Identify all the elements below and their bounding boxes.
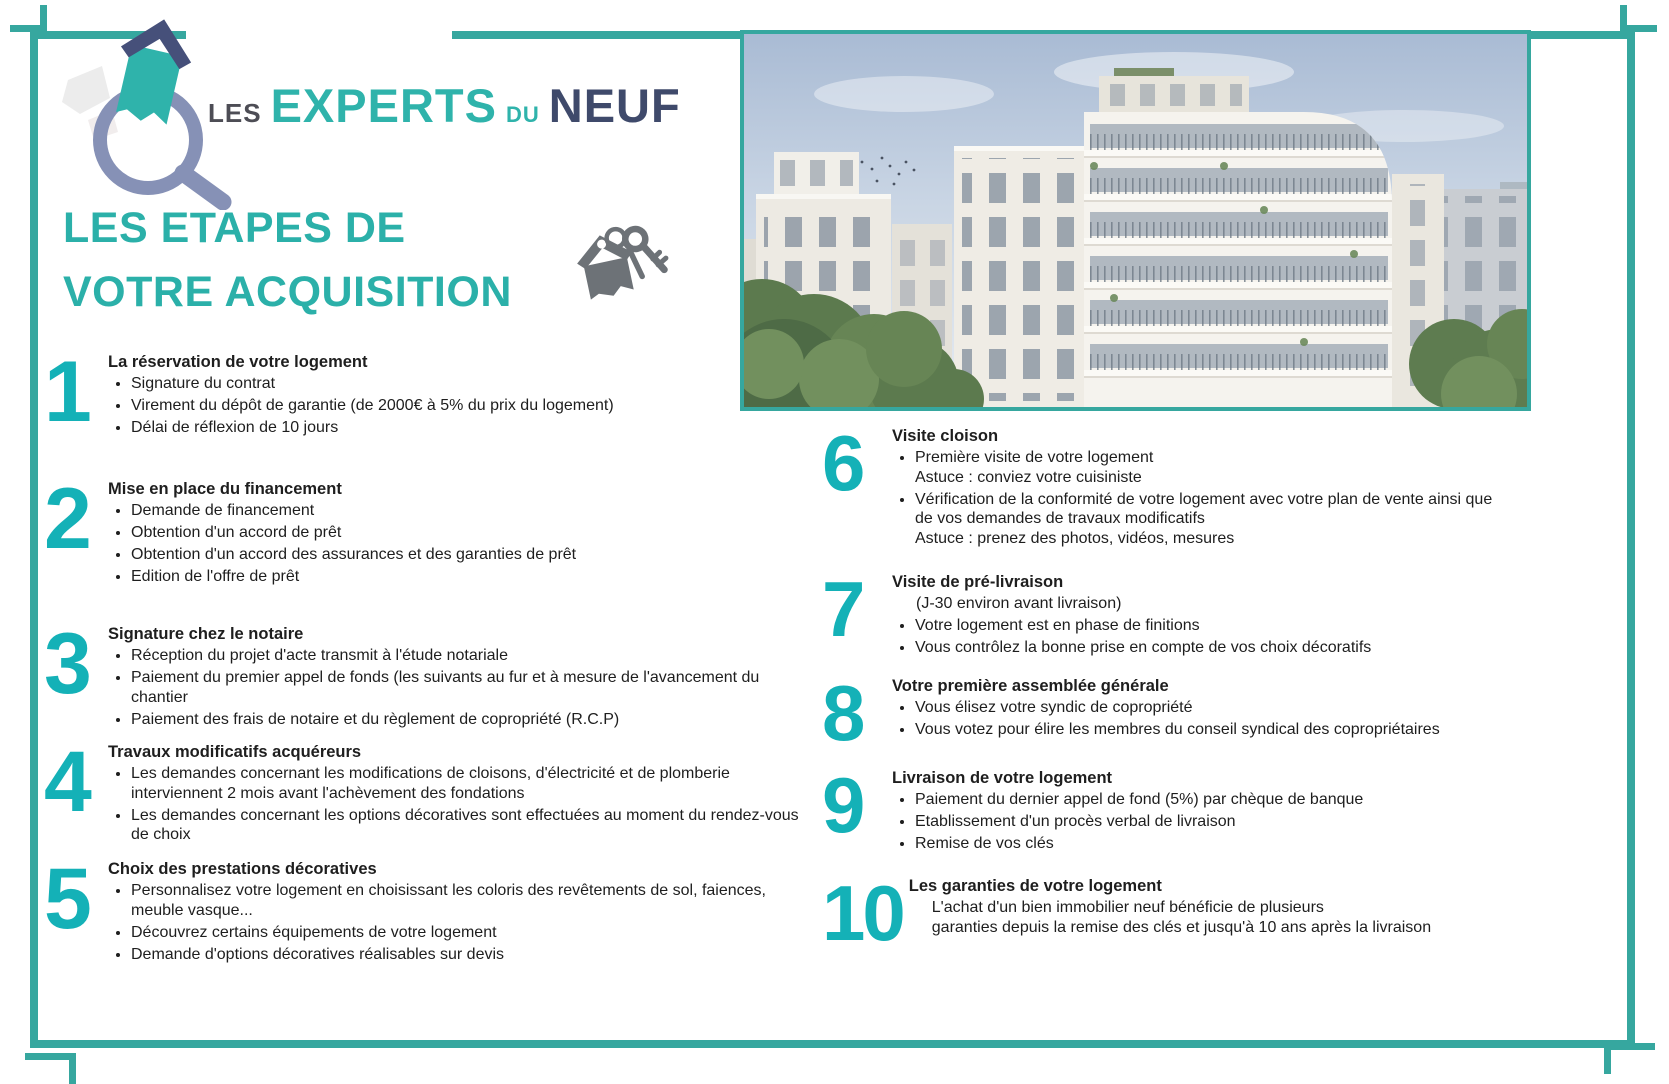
step-heading: Les garanties de votre logement <box>908 877 1162 895</box>
bullet-item: • Délai de réflexion de 10 jours <box>131 418 614 438</box>
bullet-item: • Première visite de votre logement Astuce : conviez votre cuisiniste <box>915 448 1508 487</box>
bullet-item: • Virement du dépôt de garantie (de 2000€ à 5% du prix du logement) <box>131 396 614 416</box>
step-6 <box>822 419 1542 551</box>
step-content <box>903 876 1431 937</box>
step-line: L'achat d'un bien immobilier neuf bénéficie de plusieurs <box>931 899 1324 916</box>
bullet-item: • Demande d'options décoratives réalisables sur devis <box>131 945 808 965</box>
step-bullets <box>108 764 808 845</box>
step-bullets <box>892 790 1363 854</box>
step-5 <box>44 851 826 967</box>
logo-word-les: LES <box>208 98 262 128</box>
step-bullets <box>892 448 1508 548</box>
step-content <box>100 742 808 847</box>
step-bullets <box>108 646 808 729</box>
logo-wordmark <box>208 78 681 133</box>
step-number: 5 <box>44 851 89 947</box>
bullet-item: • Demande de financement <box>131 501 576 521</box>
bullet-item: • Les demandes concernant les modifications de cloisons, d'électricité et de plomberie interviennent 2 mois avant l'achèvement des fondations <box>131 764 808 803</box>
step-heading: Signature chez le notaire <box>108 625 304 643</box>
bullet-item: • Paiement du premier appel de fonds (les suivants au fur et à mesure de l'avancement du chantier <box>131 668 808 707</box>
step-7 <box>822 565 1542 660</box>
page-title-line2: VOTRE ACQUISITION <box>63 268 512 316</box>
step-content <box>886 426 1508 551</box>
bullet-item: • Vous élisez votre syndic de copropriété <box>915 698 1440 718</box>
bullet-item: • Signature du contrat <box>131 374 614 394</box>
step-3 <box>44 616 826 732</box>
bullet-item: • Paiement du dernier appel de fond (5%) par chèque de banque <box>915 790 1363 810</box>
step-number: 6 <box>822 419 863 507</box>
step-number: 1 <box>44 344 89 440</box>
bullet-item: • Etablissement d'un procès verbal de livraison <box>915 812 1363 832</box>
building-photo <box>740 30 1531 411</box>
step-bullets <box>108 374 614 438</box>
corner-mark-top-right <box>1620 5 1657 32</box>
step-bullets <box>892 616 1371 658</box>
bullet-item: • Paiement des frais de notaire et du règlement de copropriété (R.C.P) <box>131 710 808 730</box>
step-heading: Votre première assemblée générale <box>892 677 1169 695</box>
page-title-line1: LES ETAPES DE <box>63 204 406 252</box>
step-content <box>100 479 576 589</box>
step-bullets <box>108 881 808 964</box>
bullet-item: • Vérification de la conformité de votre logement avec votre plan de vente ainsi que de vos demandes de travaux modificatifs Astuce : prenez des photos, vidéos, mesures <box>915 490 1508 549</box>
bullet-item: • Les demandes concernant les options décoratives sont effectuées au moment du rendez-vous de choix <box>131 806 808 845</box>
bullet-item: • Edition de l'offre de prêt <box>131 567 576 587</box>
step-2 <box>44 471 826 589</box>
step-bullets <box>108 501 576 587</box>
step-content <box>100 624 808 732</box>
logo-word-neuf: NEUF <box>548 79 681 132</box>
step-number: 10 <box>822 869 903 957</box>
corner-mark-top-left <box>10 5 47 32</box>
step-4 <box>44 734 826 847</box>
step-10 <box>822 869 1542 957</box>
bullet-item: • Vous contrôlez la bonne prise en compte de vos choix décoratifs <box>915 638 1371 658</box>
step-content <box>886 768 1363 856</box>
bullet-item: • Réception du projet d'acte transmit à l'étude notariale <box>131 646 808 666</box>
step-number: 7 <box>822 565 863 653</box>
step-heading: La réservation de votre logement <box>108 353 368 371</box>
step-number: 4 <box>44 734 89 830</box>
step-intro: (J-30 environ avant livraison) <box>916 595 1122 612</box>
step-number: 9 <box>822 761 863 849</box>
step-bullets <box>892 698 1440 740</box>
step-line: garanties depuis la remise des clés et jusqu'à 10 ans après la livraison <box>931 918 1432 936</box>
step-heading: Mise en place du financement <box>108 480 342 498</box>
bullet-item: • Découvrez certains équipements de votre logement <box>131 923 808 943</box>
step-heading: Travaux modificatifs acquéreurs <box>108 743 362 761</box>
corner-mark-bottom-right <box>1604 1043 1655 1074</box>
bullet-item: • Personnalisez votre logement en choisissant les coloris des revêtements de sol, faiences, meuble vasque... <box>131 881 808 920</box>
step-heading: Livraison de votre logement <box>892 769 1113 787</box>
step-heading: Choix des prestations décoratives <box>108 860 377 878</box>
step-number: 8 <box>822 669 863 757</box>
step-heading: Visite de pré-livraison <box>892 573 1064 591</box>
corner-mark-bottom-left <box>25 1053 76 1084</box>
house-keys-icon <box>558 220 670 313</box>
step-8 <box>822 669 1542 757</box>
step-heading: Visite cloison <box>892 427 999 445</box>
bullet-item: • Remise de vos clés <box>915 834 1363 854</box>
bullet-item: • Vous votez pour élire les membres du conseil syndical des copropriétaires <box>915 720 1440 740</box>
step-content <box>100 352 614 440</box>
step-content <box>886 572 1371 660</box>
page-title <box>63 196 512 324</box>
step-content <box>100 859 808 967</box>
logo-word-experts: EXPERTS <box>270 79 497 132</box>
step-9 <box>822 761 1542 856</box>
bullet-item: • Obtention d'un accord de prêt <box>131 523 576 543</box>
bullet-note: Astuce : prenez des photos, vidéos, mesures <box>915 529 1235 547</box>
bullet-item: • Obtention d'un accord des assurances et des garanties de prêt <box>131 545 576 565</box>
step-content <box>886 676 1440 742</box>
step-number: 2 <box>44 471 89 567</box>
step-1 <box>44 344 826 440</box>
step-number: 3 <box>44 616 89 712</box>
bullet-note: Astuce : conviez votre cuisiniste <box>915 468 1142 486</box>
logo-word-du: DU <box>505 102 540 127</box>
bullet-item: • Votre logement est en phase de finitions <box>915 616 1371 636</box>
